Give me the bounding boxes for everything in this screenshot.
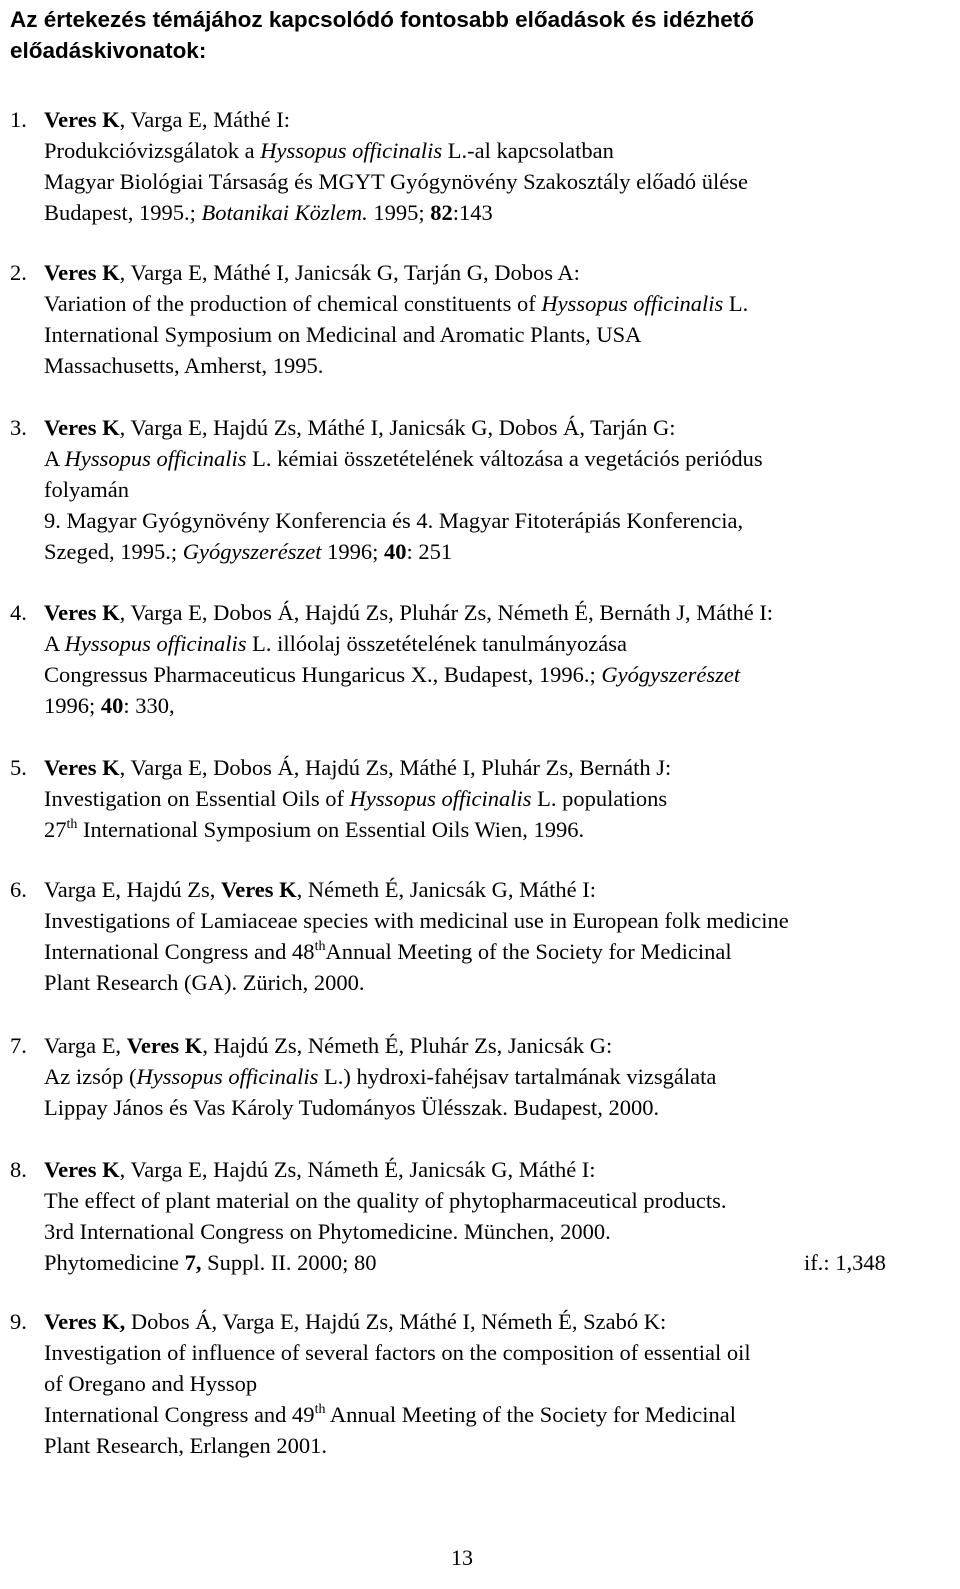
title-line: Variation of the production of chemical constituents of Hyssopus officinalis L. [44, 291, 749, 316]
authors-line: Veres K, Varga E, Máthé I, Janicsák G, Tarján G, Dobos A: [44, 260, 580, 285]
item-number: 3. [10, 415, 27, 440]
venue-line: Congressus Pharmaceuticus Hungaricus X., Budapest, 1996.; Gyógyszerészet [44, 662, 741, 687]
title-line: Investigation of influence of several factors on the composition of essential oil [44, 1340, 751, 1365]
title-line: Investigation on Essential Oils of Hyssopus officinalis L. populations [44, 786, 668, 811]
citation-line: Phytomedicine 7, Suppl. II. 2000; 80 [44, 1250, 377, 1275]
authors-line: Veres K, Dobos Á, Varga E, Hajdú Zs, Máthé I, Németh É, Szabó K: [44, 1309, 667, 1334]
authors-line: Veres K, Varga E, Dobos Á, Hajdú Zs, Máthé I, Pluhár Zs, Bernáth J: [44, 755, 672, 780]
title-line: A Hyssopus officinalis L. illóolaj összetételének tanulmányozása [44, 631, 628, 656]
title-line: A Hyssopus officinalis L. kémiai összetételének változása a vegetációs periódus [44, 446, 763, 471]
impact-factor: if.: 1,348 [804, 1250, 886, 1275]
venue-line: 27th International Symposium on Essential Oils Wien, 1996. [44, 817, 585, 842]
authors-line: Varga E, Hajdú Zs, Veres K, Németh É, Janicsák G, Máthé I: [44, 877, 596, 902]
page-number: 13 [451, 1545, 473, 1570]
item-number: 5. [10, 755, 27, 780]
venue-line: 9. Magyar Gyógynövény Konferencia és 4. Magyar Fitoterápiás Konferencia, [44, 508, 744, 533]
title-line: Az izsóp (Hyssopus officinalis L.) hydroxi-fahéjsav tartalmának vizsgálata [44, 1064, 717, 1089]
item-number: 7. [10, 1033, 27, 1058]
citation-line: 1996; 40: 330, [44, 693, 175, 718]
title-line: folyamán [44, 477, 129, 502]
authors-line: Veres K, Varga E, Dobos Á, Hajdú Zs, Pluhár Zs, Németh É, Bernáth J, Máthé I: [44, 600, 774, 625]
item-number: 1. [10, 107, 27, 132]
venue-line: Plant Research (GA). Zürich, 2000. [44, 970, 365, 995]
venue-line: Magyar Biológiai Társaság és MGYT Gyógynövény Szakosztály előadó ülése [44, 169, 749, 194]
citation-line: Budapest, 1995.; Botanikai Közlem. 1995; 82:143 [44, 200, 493, 225]
citation-line: Szeged, 1995.; Gyógyszerészet 1996; 40: 251 [44, 539, 453, 564]
authors-line: Varga E, Veres K, Hajdú Zs, Németh É, Pluhár Zs, Janicsák G: [44, 1033, 613, 1058]
venue-line: Plant Research, Erlangen 2001. [44, 1433, 328, 1458]
authors-line: Veres K, Varga E, Hajdú Zs, Máthé I, Janicsák G, Dobos Á, Tarján G: [44, 415, 676, 440]
section-heading: Az értekezés témájához kapcsolódó fontosabb előadások és idézhető előadáskivonatok: [10, 7, 754, 63]
authors-line: Veres K, Varga E, Hajdú Zs, Námeth É, Janicsák G, Máthé I: [44, 1157, 596, 1182]
venue-line: Lippay János és Vas Károly Tudományos Ülésszak. Budapest, 2000. [44, 1095, 660, 1120]
item-number: 9. [10, 1309, 27, 1334]
venue-line: 3rd International Congress on Phytomedicine. München, 2000. [44, 1219, 611, 1244]
venue-line: International Congress and 49th Annual Meeting of the Society for Medicinal [44, 1402, 736, 1427]
item-number: 4. [10, 600, 27, 625]
item-number: 8. [10, 1157, 27, 1182]
title-line: The effect of plant material on the quality of phytopharmaceutical products. [44, 1188, 727, 1213]
venue-line: International Symposium on Medicinal and Aromatic Plants, USA [44, 322, 642, 347]
title-line: Produkcióvizsgálatok a Hyssopus officinalis L.-al kapcsolatban [44, 138, 614, 163]
item-number: 6. [10, 877, 27, 902]
venue-line: Massachusetts, Amherst, 1995. [44, 353, 324, 378]
authors-line: Veres K, Varga E, Máthé I: [44, 107, 291, 132]
venue-line: International Congress and 48thAnnual Meeting of the Society for Medicinal [44, 939, 732, 964]
title-line: Investigations of Lamiaceae species with medicinal use in European folk medicine [44, 908, 789, 933]
item-number: 2. [10, 260, 27, 285]
title-line: of Oregano and Hyssop [44, 1371, 258, 1396]
